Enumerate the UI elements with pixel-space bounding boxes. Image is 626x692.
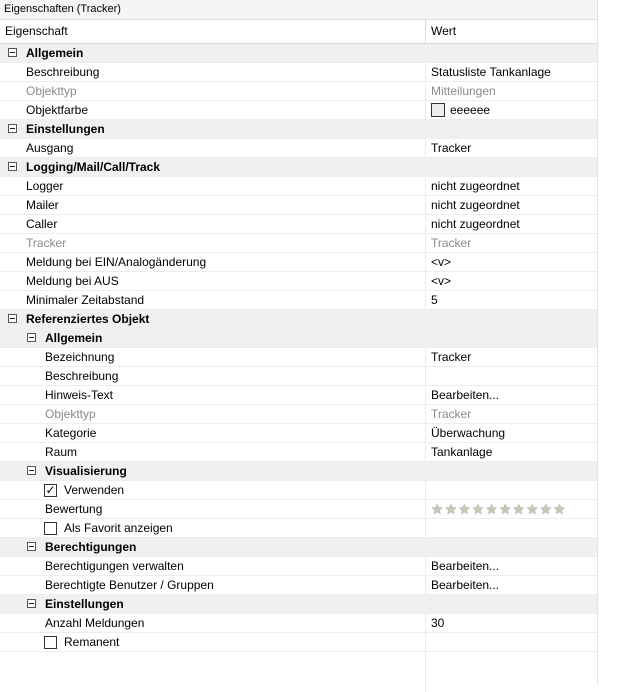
checkbox-label: Als Favorit anzeigen	[64, 521, 173, 535]
favorit-checkbox[interactable]	[44, 522, 57, 535]
category-label: Einstellungen	[26, 122, 105, 136]
property-value: Tracker	[431, 406, 472, 421]
property-value[interactable]: 5	[431, 292, 438, 307]
property-label: Berechtigte Benutzer / Gruppen	[45, 578, 214, 592]
star-icon[interactable]: ★	[444, 501, 458, 517]
property-label: Bezeichnung	[45, 350, 115, 364]
row-favorit[interactable]	[0, 519, 597, 538]
property-value[interactable]: <v>	[431, 254, 452, 269]
collapse-toggle-icon[interactable]	[8, 48, 17, 57]
property-value[interactable]: <v>	[431, 273, 452, 288]
row-min-zeitabstand[interactable]	[0, 291, 597, 310]
row-hinweis-text[interactable]	[0, 386, 597, 405]
property-label: Meldung bei EIN/Analogänderung	[26, 255, 207, 269]
category-logging[interactable]	[0, 158, 597, 177]
property-value[interactable]	[426, 367, 597, 385]
property-value[interactable]: Tankanlage	[431, 444, 493, 459]
row-objekttyp	[0, 82, 597, 101]
color-value: eeeeee	[450, 102, 491, 117]
category-label: Visualisierung	[45, 464, 127, 478]
property-label: Objekttyp	[45, 407, 96, 421]
property-label: Anzahl Meldungen	[45, 616, 145, 630]
row-tracker	[0, 234, 597, 253]
edit-link[interactable]: Bearbeiten...	[431, 558, 500, 573]
row-raum[interactable]	[0, 443, 597, 462]
collapse-toggle-icon[interactable]	[27, 599, 36, 608]
subcategory-visualisierung[interactable]	[0, 462, 597, 481]
row-remanent[interactable]	[0, 633, 597, 652]
checkbox-label: Verwenden	[64, 483, 125, 497]
column-header-property[interactable]: Eigenschaft	[0, 20, 426, 43]
property-label: Beschreibung	[26, 65, 100, 79]
collapse-toggle-icon[interactable]	[8, 162, 17, 171]
rating-stars[interactable]	[431, 502, 566, 516]
property-label: Objektfarbe	[26, 103, 89, 117]
star-icon[interactable]: ★	[525, 501, 539, 517]
property-label: Objekttyp	[26, 84, 77, 98]
property-value[interactable]: nicht zugeordnet	[431, 197, 520, 212]
property-label: Raum	[45, 445, 78, 459]
property-value[interactable]: Überwachung	[431, 425, 506, 440]
category-label: Einstellungen	[45, 597, 124, 611]
property-value: Mitteilungen	[431, 83, 496, 98]
star-icon[interactable]: ★	[485, 501, 498, 517]
property-value[interactable]: nicht zugeordnet	[431, 216, 520, 231]
row-meldung-ein[interactable]	[0, 253, 597, 272]
row-bewertung[interactable]	[0, 500, 597, 519]
property-label: Caller	[26, 217, 58, 231]
collapse-toggle-icon[interactable]	[27, 466, 36, 475]
collapse-toggle-icon[interactable]	[27, 333, 36, 342]
row-anzahl-meldungen[interactable]	[0, 614, 597, 633]
property-value[interactable]: nicht zugeordnet	[431, 178, 520, 193]
property-value[interactable]	[426, 101, 597, 119]
category-einstellungen[interactable]	[0, 120, 597, 139]
property-value: Tracker	[431, 235, 472, 250]
remanent-checkbox[interactable]	[44, 636, 57, 649]
verwenden-checkbox[interactable]: ✓	[45, 483, 56, 497]
collapse-toggle-icon[interactable]	[27, 542, 36, 551]
row-kategorie[interactable]	[0, 424, 597, 443]
category-label: Allgemein	[45, 331, 103, 345]
property-label: Minimaler Zeitabstand	[26, 293, 145, 307]
row-logger[interactable]	[0, 177, 597, 196]
checkbox-label: Remanent	[64, 635, 120, 649]
subcategory-allgemein[interactable]	[0, 329, 597, 348]
property-value[interactable]: 30	[431, 615, 445, 630]
category-label: Allgemein	[26, 46, 84, 60]
category-allgemein[interactable]	[0, 44, 597, 63]
row-ref-objekttyp	[0, 405, 597, 424]
row-caller[interactable]	[0, 215, 597, 234]
property-label: Berechtigungen verwalten	[45, 559, 184, 573]
property-label: Ausgang	[26, 141, 74, 155]
property-label: Kategorie	[45, 426, 97, 440]
row-ref-beschreibung[interactable]	[0, 367, 597, 386]
property-label: Beschreibung	[45, 369, 119, 383]
star-icon[interactable]: ★	[471, 501, 485, 517]
star-icon[interactable]: ★	[553, 501, 566, 517]
row-berechtigte-benutzer[interactable]	[0, 576, 597, 595]
star-icon[interactable]: ★	[512, 501, 525, 517]
property-label: Meldung bei AUS	[26, 274, 119, 288]
row-mailer[interactable]	[0, 196, 597, 215]
subcategory-einstellungen[interactable]	[0, 595, 597, 614]
panel-title: Eigenschaften (Tracker)	[0, 0, 597, 20]
edit-link[interactable]: Bearbeiten...	[431, 577, 500, 592]
subcategory-berechtigungen[interactable]	[0, 538, 597, 557]
star-icon[interactable]: ★	[498, 501, 512, 517]
category-referenziertes-objekt[interactable]	[0, 310, 597, 329]
color-swatch[interactable]	[431, 103, 445, 117]
category-label: Referenziertes Objekt	[26, 312, 150, 326]
column-header-value[interactable]: Wert	[431, 24, 457, 38]
collapse-toggle-icon[interactable]	[8, 124, 17, 133]
row-meldung-aus[interactable]	[0, 272, 597, 291]
star-icon[interactable]: ★	[431, 501, 444, 517]
property-label: Tracker	[26, 236, 67, 250]
category-label: Berechtigungen	[45, 540, 137, 554]
star-icon[interactable]: ★	[539, 501, 553, 517]
property-label: Bewertung	[45, 502, 103, 516]
row-berechtigungen-verwalten[interactable]	[0, 557, 597, 576]
property-value[interactable]: Tracker	[431, 349, 472, 364]
row-objektfarbe[interactable]	[0, 101, 597, 120]
property-value[interactable]: Statusliste Tankanlage	[431, 64, 551, 79]
star-icon[interactable]: ★	[458, 501, 471, 517]
property-label: Logger	[26, 179, 64, 193]
property-label: Mailer	[26, 198, 59, 212]
row-bezeichnung[interactable]	[0, 348, 597, 367]
edit-link[interactable]: Bearbeiten...	[431, 387, 500, 402]
collapse-toggle-icon[interactable]	[8, 314, 17, 323]
property-label: Hinweis-Text	[45, 388, 114, 402]
property-value[interactable]: Tracker	[431, 140, 472, 155]
row-ausgang[interactable]	[0, 139, 597, 158]
category-label: Logging/Mail/Call/Track	[26, 160, 161, 174]
empty-area	[0, 652, 597, 692]
row-beschreibung[interactable]	[0, 63, 597, 82]
row-verwenden[interactable]	[0, 481, 597, 500]
column-header	[0, 20, 597, 44]
